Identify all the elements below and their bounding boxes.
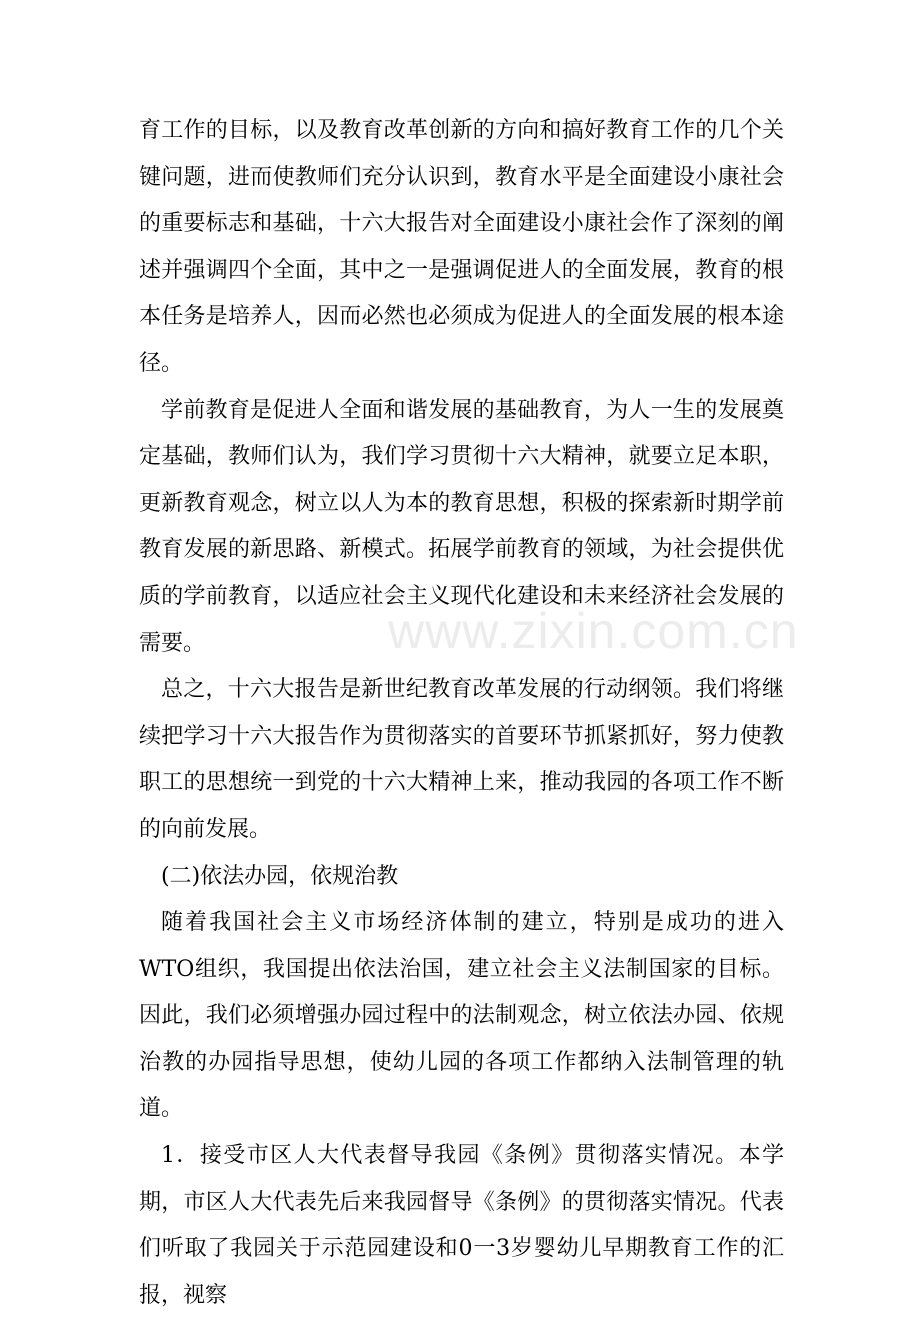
paragraph-3: 总之，十六大报告是新世纪教育改革发展的行动纲领。我们将继续把学习十六大报告作为贯彻落实的首要环节抓紧抓好，努力使教职工的思想统一到党的十六大精神上来，推动我园的各项工作不断的向前发展。 (139, 677, 784, 842)
watermark: www.zixin.com.cn (388, 603, 799, 659)
document-body (139, 108, 784, 1319)
paragraph-5: 1．接受市区人大代表督导我园《条例》贯彻落实情况。本学期，市区人大代表先后来我园督导《条例》的贯彻落实情况。代表们听取了我园关于示范园建设和0一3岁婴幼儿早期教育工作的汇报，视察 (139, 1143, 784, 1308)
paragraph-1: 育工作的目标，以及教育改革创新的方向和搞好教育工作的几个关键问题，进而使教师们充分认识到，教育水平是全面建设小康社会的重要标志和基础，十六大报告对全面建设小康社会作了深刻的阐述并强调四个全面，其中之一是强调促进人的全面发展，教育的根本任务是培养人，因而必然也必须成为促进人的全面发展的根本途径。 (139, 118, 784, 376)
paragraph-4: 随着我国社会主义市场经济体制的建立，特别是成功的进入WTO组织，我国提出依法治国，建立社会主义法制国家的目标。因此，我们必须增强办园过程中的法制观念，树立依法办园、依规治教的办园指导思想，使幼儿园的各项工作都纳入法制管理的轨道。 (139, 910, 784, 1122)
paragraph-2: 学前教育是促进人全面和谐发展的基础教育，为人一生的发展奠定基础，教师们认为，我们学习贯彻十六大精神，就要立足本职，更新教育观念，树立以人为本的教育思想，积极的探索新时期学前教育发展的新思路、新模式。拓展学前教育的领域，为社会提供优质的学前教育，以适应社会主义现代化建设和未来经济社会发展的需要。 (139, 397, 784, 656)
section-heading: (二)依法办园，依规治教 (161, 863, 399, 889)
